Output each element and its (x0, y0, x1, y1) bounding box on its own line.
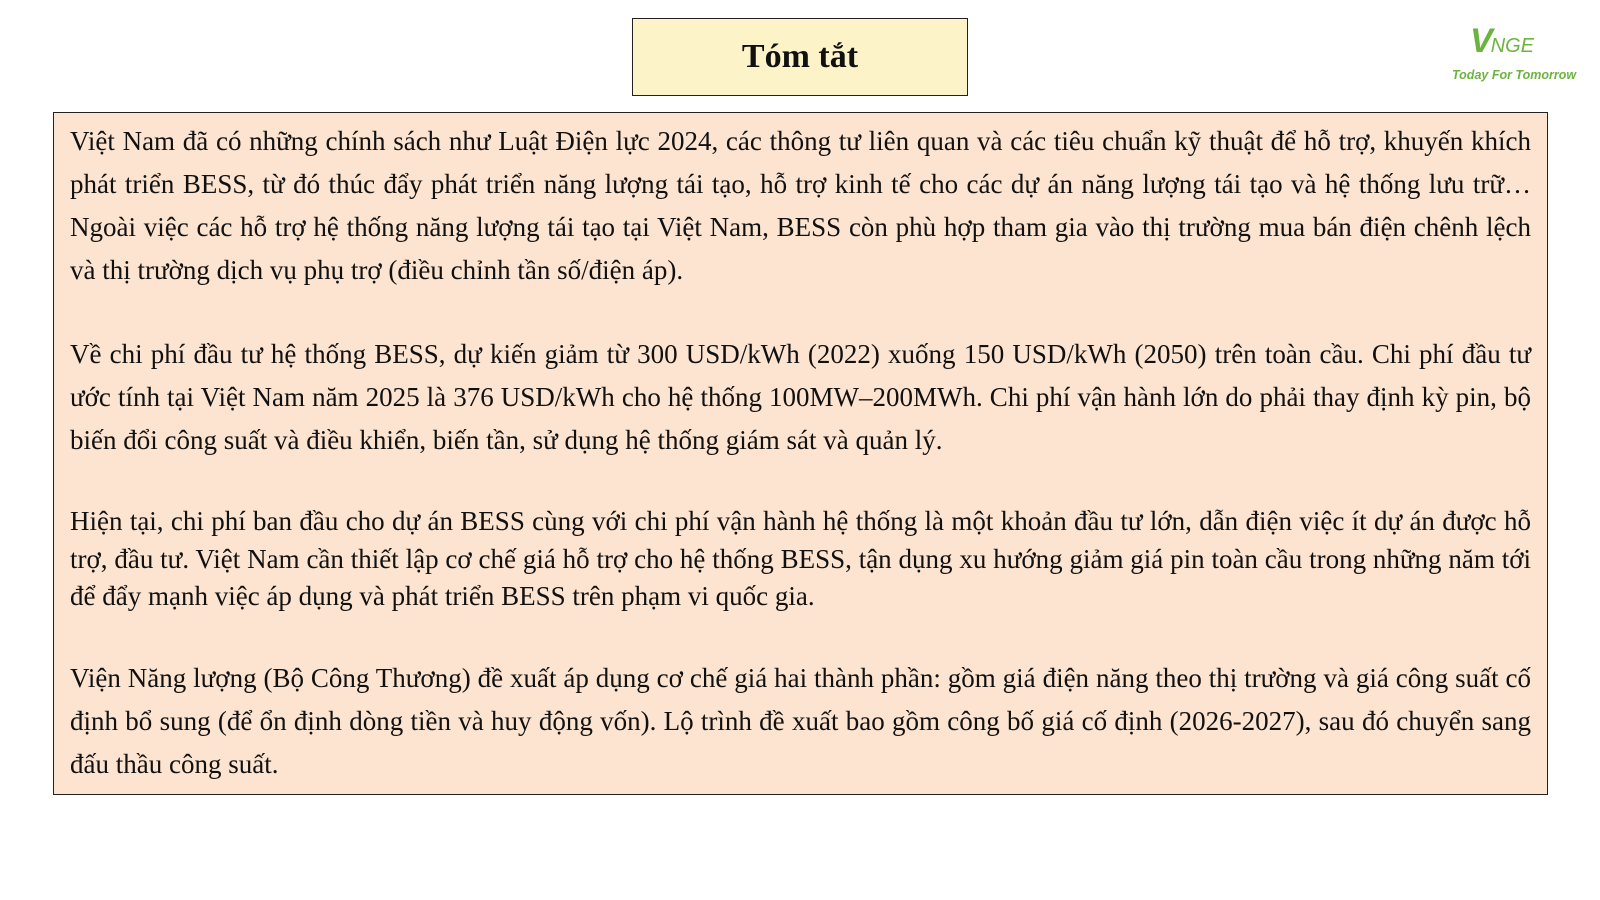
paragraph-investment-cost: Về chi phí đầu tư hệ thống BESS, dự kiến giảm từ 300 USD/kWh (2022) xuống 150 USD/kWh (2050) trên toàn cầu. Chi phí đầu tư ước tính tại Việt Nam năm 2025 là 376 USD/kWh cho hệ thống 100MW–200MWh. Chi phí vận hành lớn do phải thay định kỳ pin, bộ biến đổi công suất và điều khiển, biến tần, sử dụng hệ thống giám sát và quản lý. (70, 339, 1531, 455)
logo-mark (1470, 22, 1534, 61)
title-box (632, 18, 968, 96)
logo-mark-rest: NGE (1490, 35, 1535, 57)
paragraph-policy: Việt Nam đã có những chính sách như Luật Điện lực 2024, các thông tư liên quan và các tiêu chuẩn kỹ thuật để hỗ trợ, khuyến khích phát triển BESS, từ đó thúc đẩy phát triển năng lượng tái tạo, hỗ trợ kinh tế cho các dự án năng lượng tái tạo và hệ thống lưu trữ… Ngoài việc các hỗ trợ hệ thống năng lượng tái tạo tại Việt Nam, BESS còn phù hợp tham gia vào thị trường mua bán điện chênh lệch và thị trường dịch vụ phụ trợ (điều chỉnh tần số/điện áp). (70, 126, 1531, 285)
vnge-logo (1446, 18, 1586, 88)
summary-box (53, 112, 1548, 795)
paragraph-current-situation: Hiện tại, chi phí ban đầu cho dự án BESS cùng với chi phí vận hành hệ thống là một khoản đầu tư lớn, dẫn điện việc ít dự án được hỗ trợ, đầu tư. Việt Nam cần thiết lập cơ chế giá hỗ trợ cho hệ thống BESS, tận dụng xu hướng giảm giá pin toàn cầu trong những năm tới để đẩy mạnh việc áp dụng và phát triển BESS trên phạm vi quốc gia. (70, 506, 1531, 611)
paragraph-pricing-proposal: Viện Năng lượng (Bộ Công Thương) đề xuất áp dụng cơ chế giá hai thành phần: gồm giá điện năng theo thị trường và giá công suất cố định bổ sung (để ổn định dòng tiền và huy động vốn). Lộ trình đề xuất bao gồm công bố giá cố định (2026-2027), sau đó chuyển sang đấu thầu công suất. (70, 662, 1531, 779)
page-title: Tóm tắt (741, 38, 859, 75)
logo-mark-initial: V (1470, 22, 1491, 60)
logo-tagline: Today For Tomorrow (1452, 68, 1577, 82)
